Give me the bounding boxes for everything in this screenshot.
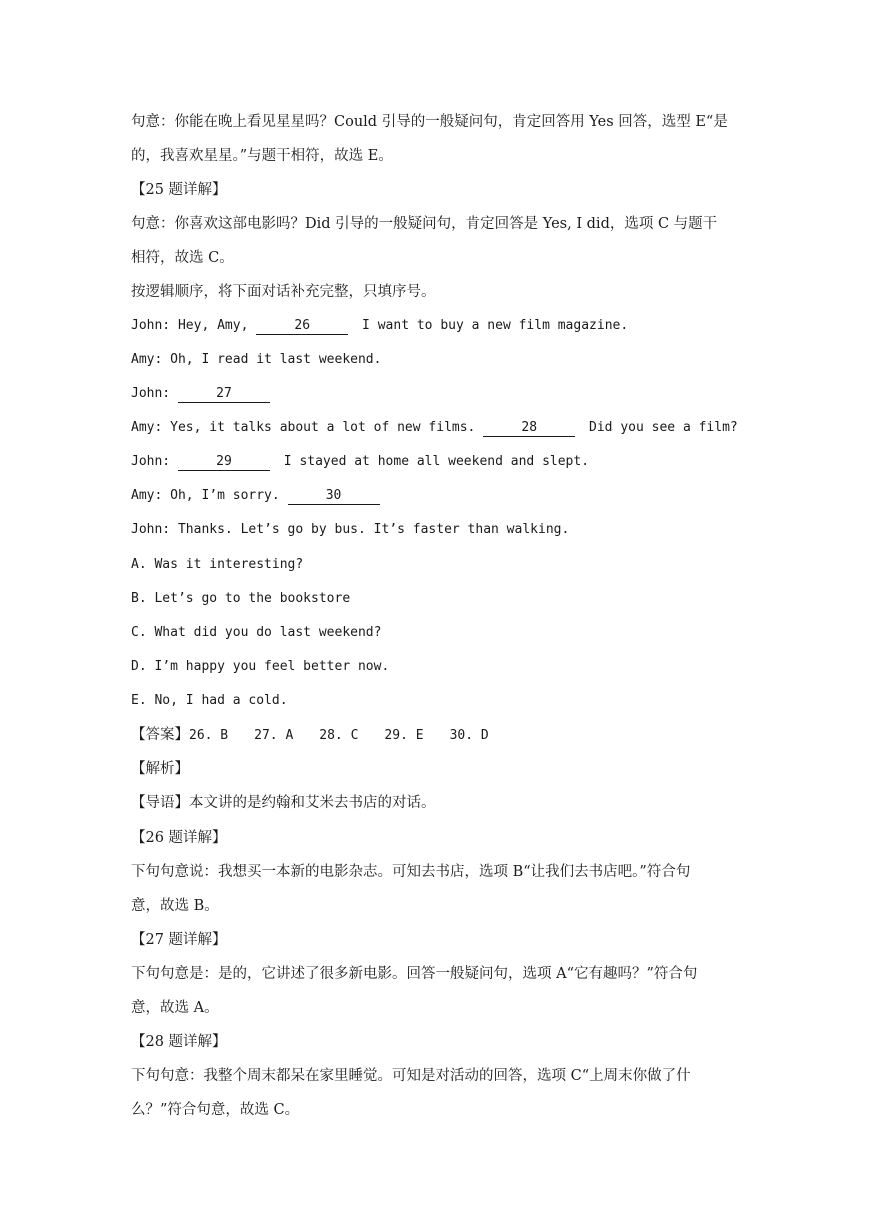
blank-28: 28 bbox=[483, 420, 575, 437]
dialogue-line-1-start: John: Hey, Amy, bbox=[131, 318, 257, 333]
item-27-explanation-line-1: 下句句意是：是的，它讲述了很多新电影。回答一般疑问句，选项 A“它有趣吗？”符合句 bbox=[131, 966, 698, 982]
option-a: A. Was it interesting? bbox=[131, 557, 304, 572]
dialogue-line-4-end: Did you see a film? bbox=[581, 420, 738, 435]
dialogue-line-1-end: I want to buy a new film magazine. bbox=[354, 318, 629, 333]
item-27-heading: 【27 题详解】 bbox=[131, 932, 227, 948]
dialogue-line-1 bbox=[131, 316, 628, 336]
item-25-explanation-line-1: 句意：你喜欢这部电影吗？Did 引导的一般疑问句，肯定回答是 Yes, I did，选项 C 与题干 bbox=[131, 216, 718, 232]
item-24-explanation-line-2: 的，我喜欢星星。”与题干相符，故选 E。 bbox=[131, 148, 393, 164]
answer-28: 28. C bbox=[319, 728, 359, 743]
dialogue-line-4 bbox=[131, 418, 738, 438]
item-25-heading: 【25 题详解】 bbox=[131, 182, 227, 198]
answer-27: 27. A bbox=[254, 728, 294, 743]
item-27-explanation-line-2: 意，故选 A。 bbox=[131, 1000, 219, 1016]
item-25-explanation-line-2: 相符，故选 C。 bbox=[131, 250, 234, 266]
answer-label: 【答案】 bbox=[131, 727, 189, 743]
item-26-explanation-line-2: 意，故选 B。 bbox=[131, 898, 219, 914]
item-28-heading: 【28 题详解】 bbox=[131, 1034, 227, 1050]
option-c: C. What did you do last weekend? bbox=[131, 625, 382, 640]
dialogue-instruction: 按逻辑顺序，将下面对话补充完整，只填序号。 bbox=[131, 284, 436, 300]
dialogue-line-5-start: John: bbox=[131, 454, 178, 469]
dialogue-line-5-end: I stayed at home all weekend and slept. bbox=[275, 454, 590, 469]
dialogue-line-3 bbox=[131, 384, 276, 404]
blank-27: 27 bbox=[178, 386, 270, 403]
answer-30: 30. D bbox=[449, 728, 489, 743]
dialogue-line-6-start: Amy: Oh, I’m sorry. bbox=[131, 488, 288, 503]
guide-text: 【导语】本文讲的是约翰和艾米去书店的对话。 bbox=[131, 795, 436, 811]
dialogue-line-5 bbox=[131, 452, 589, 472]
answer-29: 29. E bbox=[384, 728, 424, 743]
answer-26: 26. B bbox=[189, 728, 229, 743]
dialogue-line-2: Amy: Oh, I read it last weekend. bbox=[131, 352, 382, 367]
answer-line bbox=[131, 725, 489, 746]
dialogue-line-3-start: John: bbox=[131, 386, 178, 401]
option-d: D. I’m happy you feel better now. bbox=[131, 659, 390, 674]
item-26-explanation-line-1: 下句句意说：我想买一本新的电影杂志。可知去书店，选项 B“让我们去书店吧。”符合句 bbox=[131, 864, 691, 880]
analysis-heading: 【解析】 bbox=[131, 761, 189, 777]
blank-30: 30 bbox=[288, 488, 380, 505]
blank-29: 29 bbox=[178, 454, 270, 471]
item-26-heading: 【26 题详解】 bbox=[131, 830, 227, 846]
item-28-explanation-line-1: 下句句意：我整个周末都呆在家里睡觉。可知是对活动的回答，选项 C“上周末你做了什 bbox=[131, 1068, 691, 1084]
option-e: E. No, I had a cold. bbox=[131, 693, 288, 708]
dialogue-line-6 bbox=[131, 486, 386, 506]
dialogue-line-7: John: Thanks. Let’s go by bus. It’s faster than walking. bbox=[131, 522, 570, 537]
blank-26: 26 bbox=[256, 318, 348, 335]
item-28-explanation-line-2: 么？”符合句意，故选 C。 bbox=[131, 1102, 300, 1118]
option-b: B. Let’s go to the bookstore bbox=[131, 591, 351, 606]
item-24-explanation-line-1: 句意：你能在晚上看见星星吗？Could 引导的一般疑问句，肯定回答用 Yes 回答，选型 E“是 bbox=[131, 114, 728, 130]
dialogue-line-4-start: Amy: Yes, it talks about a lot of new films. bbox=[131, 420, 484, 435]
